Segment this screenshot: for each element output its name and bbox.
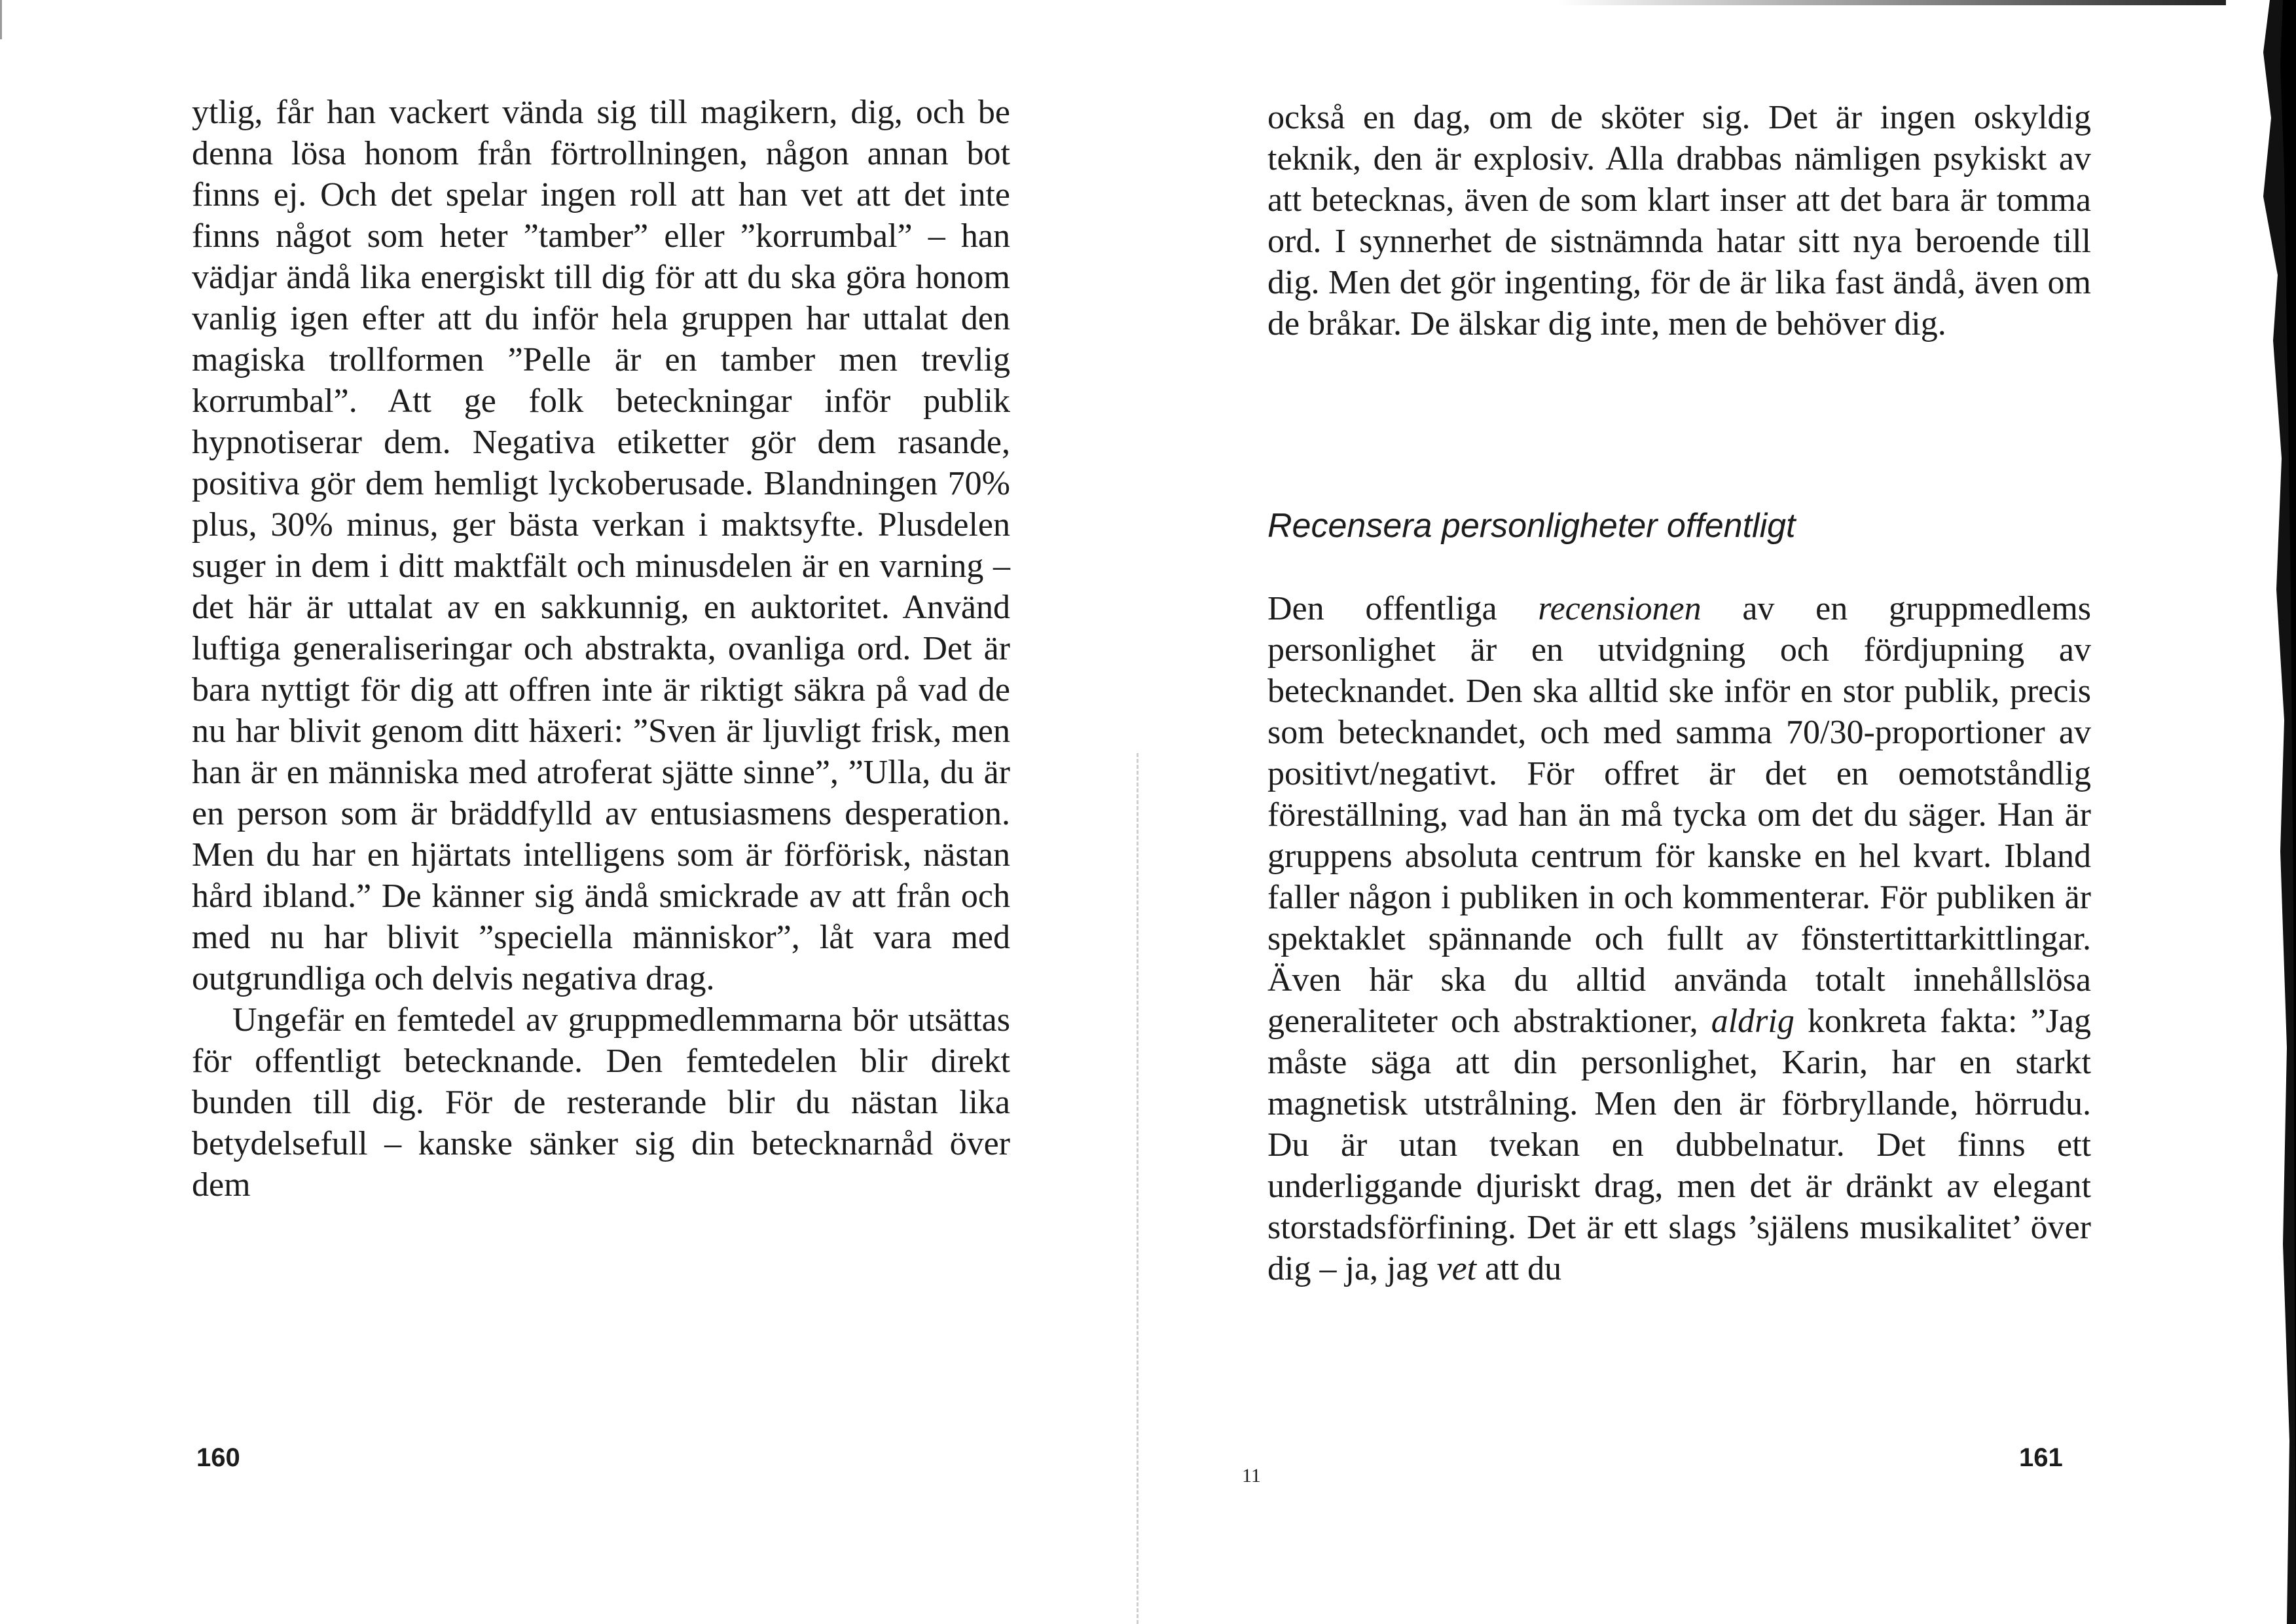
scan-right-edge-shadow (2165, 0, 2296, 1624)
left-page (0, 0, 1139, 1624)
section-text-part-4: att du (1476, 1250, 1562, 1287)
left-paragraph-2: Ungefär en femtedel av gruppmedlemmarna bör utsättas för offentligt betecknande. Den femtedelen blir direkt bunden till dig. För de resterande blir du nästan lika betydelsefull – kanske sänker sig din betecknarnåd över dem (192, 1001, 1010, 1204)
left-page-text-column (192, 92, 1010, 1206)
section-heading: Recensera personligheter offentligt (1267, 507, 1796, 545)
section-italic-vet: vet (1436, 1250, 1477, 1287)
right-intro-paragraph: också en dag, om de sköter sig. Det är ingen oskyldig teknik, den är explosiv. Alla drabbas nämligen psykiskt av att betecknas, även de som klart inser att det bara är tomma ord. I synnerhet de sistnämnda hatar sitt nya beroende till dig. Men det gör ingenting, för de är lika fast ändå, även om de bråkar. De älskar dig inte, men de behöver dig. (1267, 99, 2091, 342)
right-page-section-column (1267, 588, 2091, 1289)
section-text-part-2: av en gruppmedlems personlighet är en utvidgning och fördjupning av betecknandet. Den ska alltid ske inför en stor publik, precis som betecknandet, och med samma 70/30-proportioner av positivt/negativt. För offret är det en oemotståndlig föreställning, vad han än må tycka om det du säger. Han är gruppens absoluta centrum för kanske en hel kvart. Ibland faller någon i publiken in och kommenterar. För publiken är spektaklet spännande och fullt av fönstertittarkittlingar. Även här ska du alltid använda totalt innehållslösa generaliteter och abstraktioner, (1267, 590, 2092, 1040)
right-page-number: 161 (2019, 1443, 2063, 1472)
left-page-number: 160 (196, 1443, 240, 1472)
section-text-part-3: konkreta fakta: ”Jag måste säga att din personlighet, Karin, har en starkt magnetisk utstrålning. Men den är förbryllande, hörrudu. Du är utan tvekan en dubbelnatur. Det finns ett underliggande djuriskt drag, men det är dränkt av elegant storstadsförfining. Det är ett slags ’själens musikalitet’ över dig – ja, jag (1267, 1003, 2091, 1287)
left-paragraph-1: ytlig, får han vackert vända sig till magikern, dig, och be denna lösa honom från förtrollningen, någon annan bot finns ej. Och det spelar ingen roll att han vet att det inte finns något som heter ”tamber” eller ”korrumbal” – han vädjar ändå lika energiskt till dig för att du ska göra honom vanlig igen efter att du inför hela gruppen har uttalat den magiska trollformen ”Pelle är en tamber men trevlig korrumbal”. Att ge folk beteckningar inför publik hypnotiserar dem. Negativa etiketter gör dem rasande, positiva gör dem hemligt lyckoberusade. Blandningen 70% plus, 30% minus, ger bästa verkan i maktsyfte. Plusdelen suger in dem i ditt maktfält och minusdelen är en varning – det här är uttalat av en sakkunnig, en auktoritet. Använd luftiga generaliseringar och abstrakta, ovanliga ord. Det är bara nyttigt för dig att offren inte är riktigt säkra på vad de nu har blivit genom ditt häxeri: ”Sven är ljuvligt frisk, men han är en människa med atroferat sjätte sinne”, ”Ulla, du är en person som är bräddfylld av entusiasmens desperation. Men du har en hjärtats intelligens som är förförisk, nästan hård ibland.” De känner sig ändå smickrade av att från och med nu har blivit ”speciella människor”, låt vara med outgrundliga och delvis negativa drag. (192, 94, 1010, 997)
section-italic-aldrig: aldrig (1711, 1003, 1795, 1040)
right-page (1139, 0, 2296, 1624)
right-section-paragraph (1267, 588, 2091, 1289)
printer-signature-mark: 11 (1242, 1465, 1261, 1486)
section-italic-recensionen: recensionen (1538, 590, 1702, 627)
right-page-intro-column (1267, 97, 2091, 344)
section-text-part-1: Den offentliga (1267, 590, 1539, 627)
book-gutter-line (1137, 753, 1139, 1624)
